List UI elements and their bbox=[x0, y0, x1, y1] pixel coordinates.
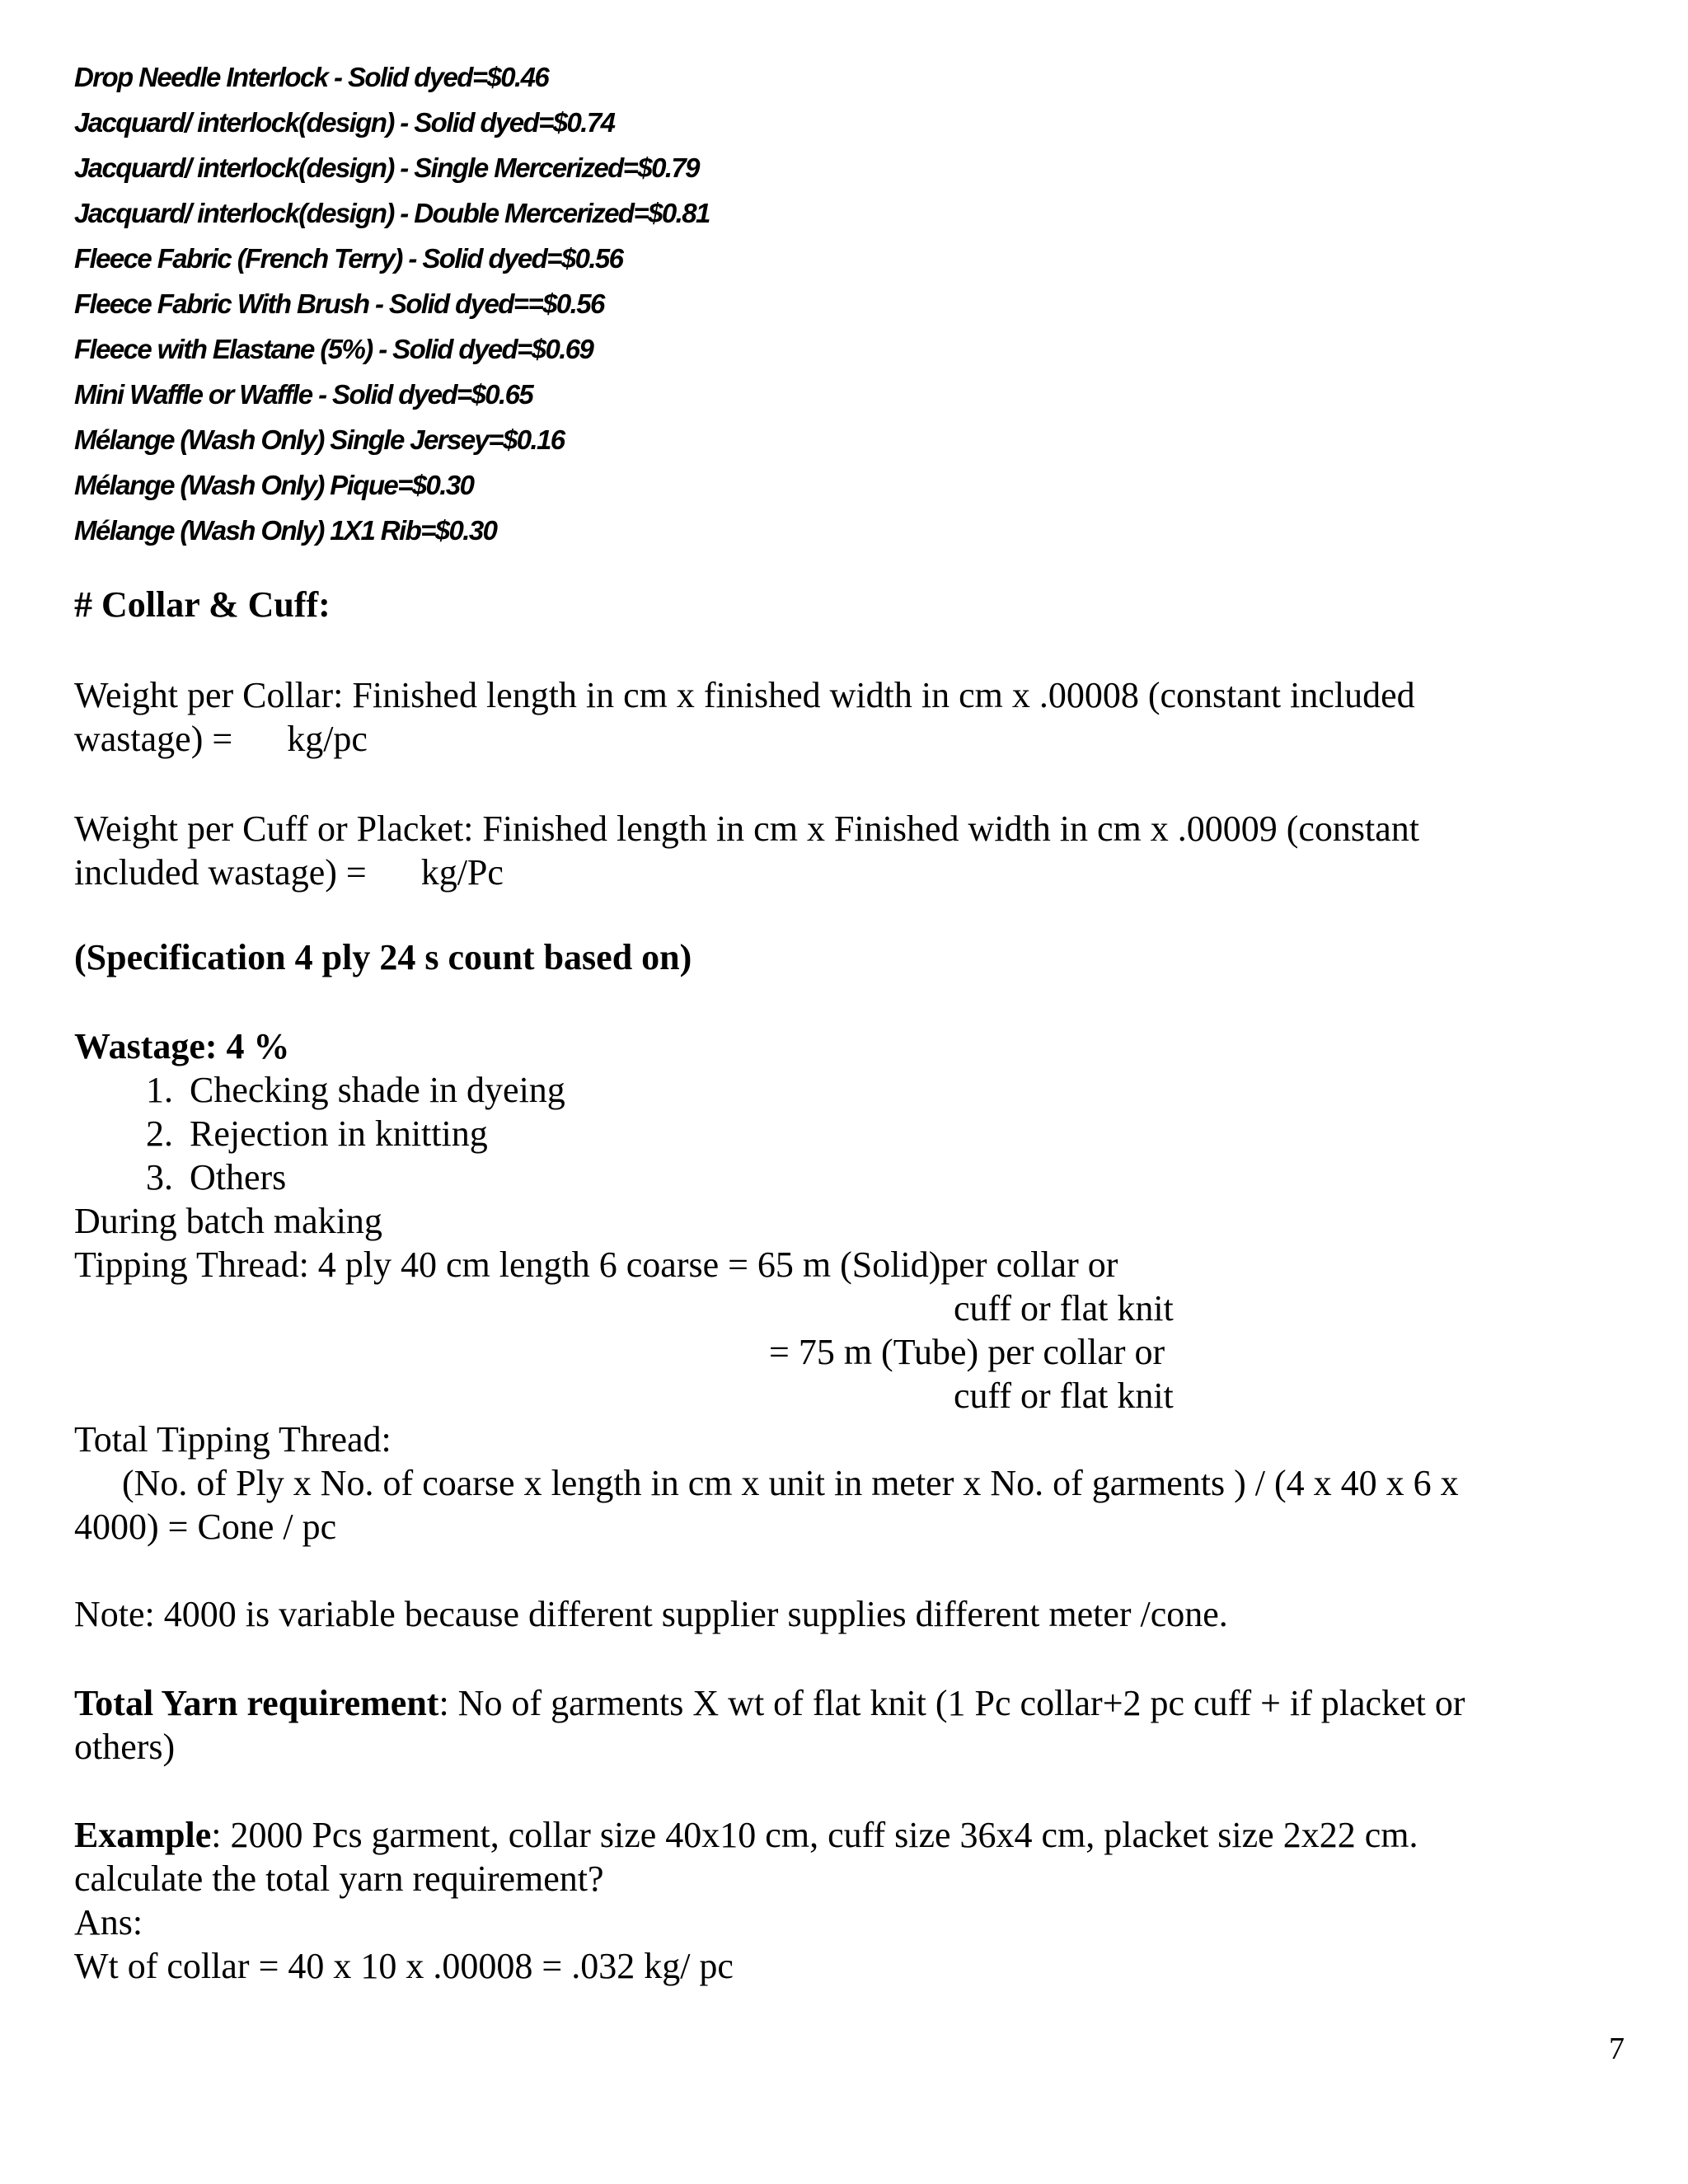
collar-formula-unit: kg/pc bbox=[287, 719, 368, 759]
example-block bbox=[74, 1813, 1582, 1988]
total-yarn-line-1 bbox=[74, 1681, 1582, 1725]
wastage-item bbox=[74, 1155, 565, 1199]
cuff-formula-equals: included wastage) = bbox=[74, 852, 367, 893]
wastage-after-text: During batch making bbox=[74, 1201, 382, 1241]
wastage-label: Wastage: 4 % bbox=[74, 1026, 290, 1066]
cuff-formula-line-2 bbox=[74, 851, 1582, 894]
cuff-weight-formula bbox=[74, 807, 1582, 894]
fabric-price-list bbox=[74, 54, 710, 553]
wastage-item bbox=[74, 1112, 565, 1155]
total-yarn-label: Total Yarn requirement bbox=[74, 1683, 439, 1723]
price-list-item: Jacquard/ interlock(design) - Single Mercerized=$0.79 bbox=[74, 152, 699, 183]
price-list-item: Mélange (Wash Only) 1X1 Rib=$0.30 bbox=[74, 515, 497, 546]
price-list-item: Fleece Fabric (French Terry) - Solid dyed=$0.56 bbox=[74, 243, 623, 274]
price-list-item: Mélange (Wash Only) Pique=$0.30 bbox=[74, 470, 474, 500]
wastage-item-number: 1. bbox=[146, 1070, 173, 1110]
section-heading: # Collar & Cuff: bbox=[74, 584, 331, 625]
total-yarn-text: : No of garments X wt of flat knit (1 Pc collar+2 pc cuff + if placket or bbox=[438, 1683, 1465, 1723]
total-tipping-label: Total Tipping Thread: bbox=[74, 1419, 392, 1460]
price-list-item: Drop Needle Interlock - Solid dyed=$0.46 bbox=[74, 62, 549, 92]
collar-weight-formula bbox=[74, 673, 1582, 761]
total-yarn-line-2: others) bbox=[74, 1727, 176, 1767]
price-list-item: Mini Waffle or Waffle - Solid dyed=$0.65 bbox=[74, 379, 533, 410]
example-line-1 bbox=[74, 1813, 1582, 1857]
total-tipping-formula-line-1: (No. of Ply x No. of coarse x length in cm x unit in meter x No. of garments ) / (4 x 40 x 6 x bbox=[122, 1463, 1459, 1503]
example-label: Example bbox=[74, 1815, 212, 1855]
example-collar-weight: Wt of collar = 40 x 10 x .00008 = .032 kg/ pc bbox=[74, 1946, 734, 1986]
cuff-formula-unit: kg/Pc bbox=[420, 852, 504, 893]
wastage-item-text: Rejection in knitting bbox=[190, 1113, 488, 1154]
total-yarn-requirement bbox=[74, 1681, 1582, 1769]
price-list-item: Jacquard/ interlock(design) - Double Mercerized=$0.81 bbox=[74, 198, 710, 228]
specification-note: (Specification 4 ply 24 s count based on) bbox=[74, 937, 692, 977]
collar-formula-line-1: Weight per Collar: Finished length in cm x finished width in cm x .00008 (constant included bbox=[74, 675, 1415, 715]
tipping-line-4: cuff or flat knit bbox=[954, 1376, 1174, 1416]
wastage-item-text: Others bbox=[190, 1157, 287, 1197]
wastage-item-number: 3. bbox=[146, 1157, 173, 1197]
tipping-line-1: Tipping Thread: 4 ply 40 cm length 6 coarse = 65 m (Solid)per collar or bbox=[74, 1244, 1118, 1285]
tipping-line-2: cuff or flat knit bbox=[954, 1288, 1174, 1329]
price-list-item: Fleece Fabric With Brush - Solid dyed==$0.56 bbox=[74, 288, 604, 319]
wastage-item-text: Checking shade in dyeing bbox=[190, 1070, 565, 1110]
collar-formula-equals: wastage) = bbox=[74, 719, 233, 759]
price-list-item: Fleece with Elastane (5%) - Solid dyed=$0.69 bbox=[74, 334, 593, 364]
price-list-item: Mélange (Wash Only) Single Jersey=$0.16 bbox=[74, 424, 565, 455]
collar-formula-line-2 bbox=[74, 717, 1582, 761]
page-number: 7 bbox=[1609, 2032, 1625, 2066]
cone-note: Note: 4000 is variable because different supplier supplies different meter /cone. bbox=[74, 1594, 1228, 1634]
example-line-2: calculate the total yarn requirement? bbox=[74, 1858, 604, 1899]
example-text: : 2000 Pcs garment, collar size 40x10 cm, cuff size 36x4 cm, placket size 2x22 cm. bbox=[211, 1815, 1418, 1855]
total-tipping-formula-line-2: 4000) = Cone / pc bbox=[74, 1507, 337, 1547]
wastage-list bbox=[74, 1068, 565, 1199]
wastage-item bbox=[74, 1068, 565, 1112]
example-answer-label: Ans: bbox=[74, 1902, 143, 1943]
tipping-line-3: = 75 m (Tube) per collar or bbox=[769, 1332, 1165, 1372]
price-list-item: Jacquard/ interlock(design) - Solid dyed=$0.74 bbox=[74, 107, 615, 138]
wastage-item-number: 2. bbox=[146, 1113, 173, 1154]
cuff-formula-line-1: Weight per Cuff or Placket: Finished length in cm x Finished width in cm x .00009 (constant bbox=[74, 808, 1419, 849]
